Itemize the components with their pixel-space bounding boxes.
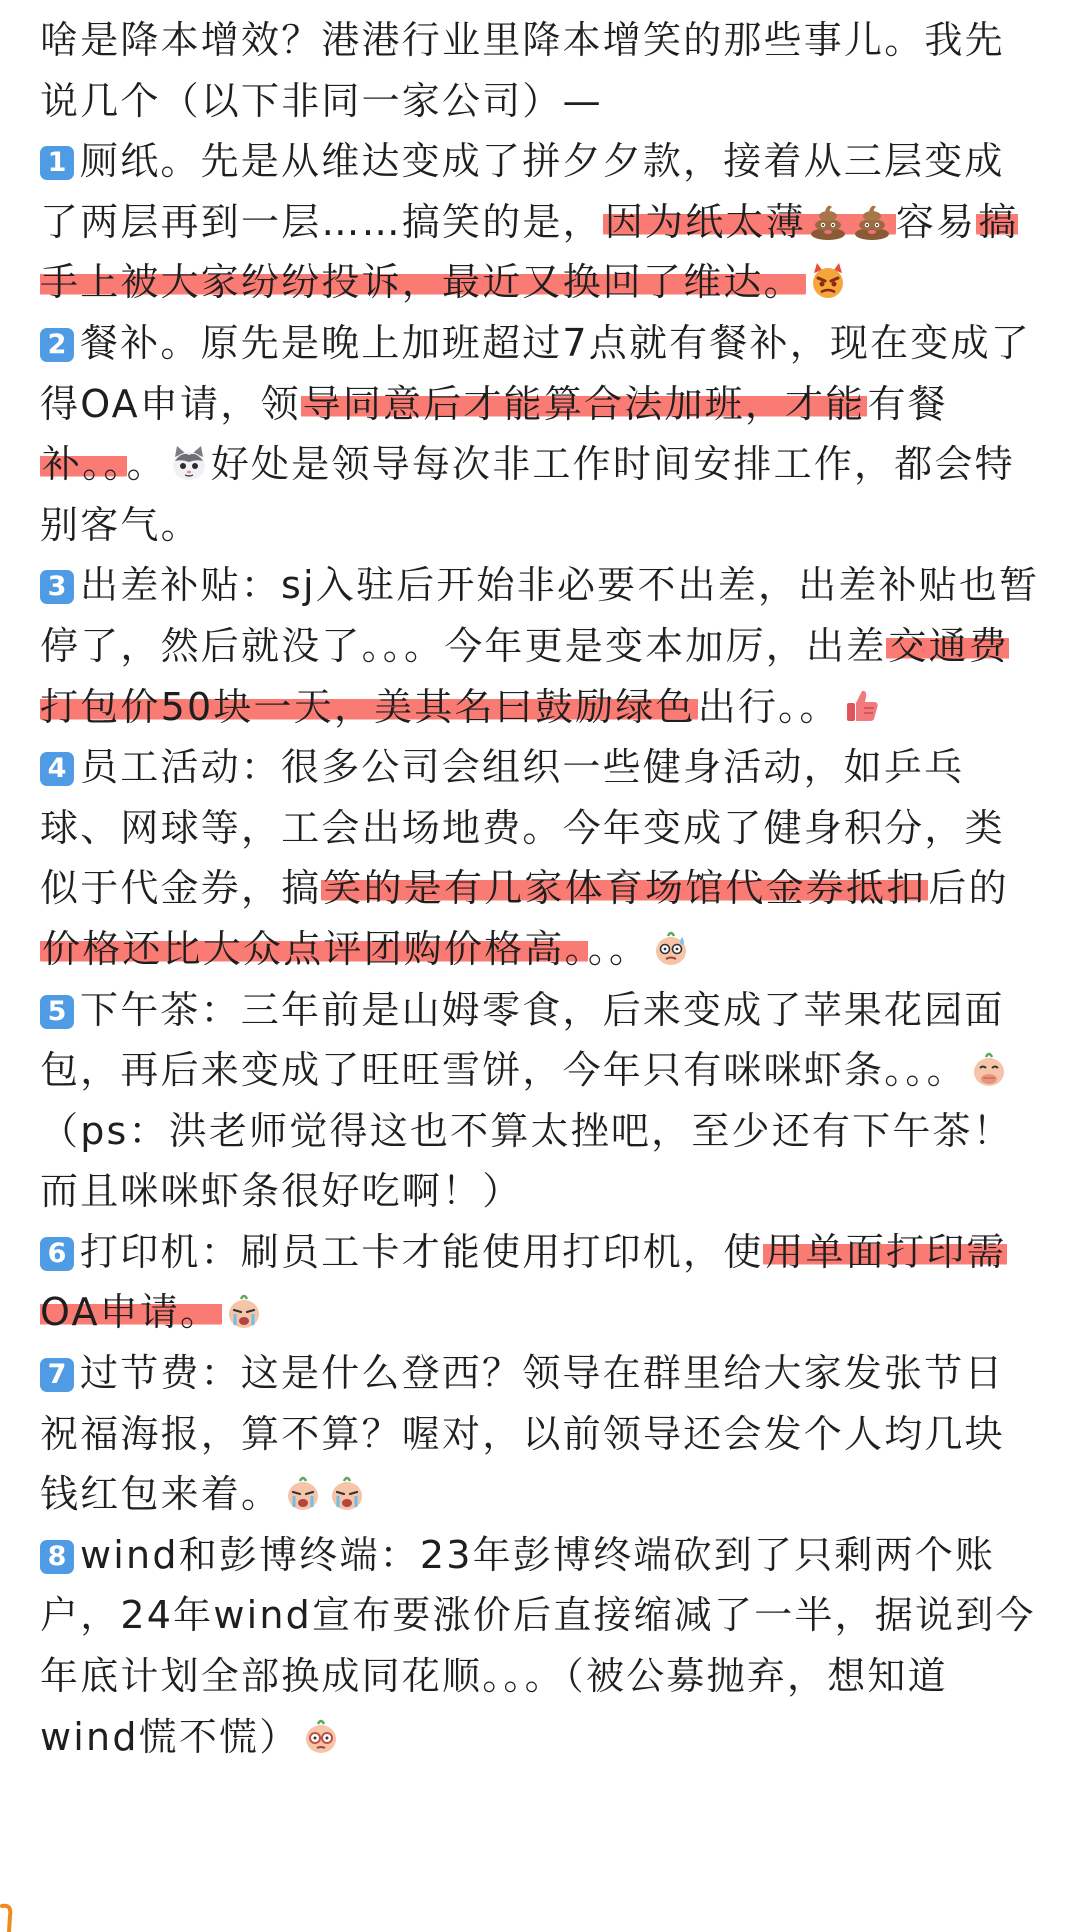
item-6-highlight: 用单面打印需OA申请。 (40, 1229, 1007, 1335)
number-badge-8-icon: 8 (40, 1540, 74, 1574)
item-8-text: wind和彭博终端：23年彭博终端砍到了只剩两个账户，24年wind宣布要涨价后直接缩减了一半，据说到今年底计划全部换成同花顺。。。（被公募抛弃，想知道wind慌不慌） (40, 1532, 1036, 1759)
item-6-text: 打印机：刷员工卡才能使用打印机，使 (80, 1229, 764, 1274)
item-1-highlight-a: 因为纸太薄 (604, 199, 806, 244)
crying-face-icon (327, 1473, 367, 1513)
glasses-face-icon (301, 1716, 341, 1756)
crying-face-icon (224, 1291, 264, 1331)
item-3-text-b: 出行。。 (697, 684, 840, 729)
angry-devil-icon (808, 261, 848, 301)
number-badge-2-icon: 2 (40, 328, 74, 362)
poop-icon (852, 201, 892, 241)
orange-mark-icon (0, 1902, 14, 1932)
number-badge-3-icon: 3 (40, 570, 74, 604)
list-item-5 (40, 980, 1040, 1222)
number-badge-5-icon: 5 (40, 995, 74, 1029)
item-1-text-b: 容易 (895, 199, 977, 244)
item-1-highlight-b: 搞手上被大家纷纷投诉，最近又换回了维达。 (40, 199, 1019, 305)
thumbs-up-icon (842, 686, 882, 726)
item-5-text: 下午茶：三年前是山姆零食，后来变成了苹果花园面包，再后来变成了旺旺雪饼，今年只有咪咪虾条。。。 (40, 987, 1005, 1093)
item-4-text-c: 。。 (587, 926, 650, 971)
number-badge-1-icon: 1 (40, 146, 74, 180)
item-2-text-d: 好处是领导每次非工作时间安排工作，都会特别客气。 (40, 442, 1015, 547)
list-item-3 (40, 555, 1040, 737)
item-5-text-b: （ps：洪老师觉得这也不算太挫吧，至少还有下午茶！而且咪咪虾条很好吃啊！） (40, 1108, 1013, 1214)
item-4-highlight-a: 笑的是有几家体育场馆代金券抵扣 (323, 866, 927, 911)
item-1-text: 厕纸。先是从维达变成了拼夕夕款，接着从三层变成了两层再到一层……搞笑的是， (40, 139, 1005, 244)
list-item-2 (40, 313, 1040, 555)
intro-paragraph: 啥是降本增效？港港行业里降本增笑的那些事儿。我先说几个（以下非同一家公司）— (40, 18, 1005, 123)
item-3-highlight: 交通费打包价50块一天，美其名曰鼓励绿色 (40, 623, 1010, 729)
cover-mouth-icon (969, 1049, 1009, 1089)
list-item-1 (40, 131, 1040, 313)
item-2-highlight-a: 导同意后才能算合法加班，才能 (302, 381, 866, 426)
sweat-face-icon (651, 928, 691, 968)
number-badge-7-icon: 7 (40, 1358, 74, 1392)
list-item-6 (40, 1222, 1040, 1343)
item-4-text: 员工活动：很多公司会组织一些健身活动，如乒乓球、网球等，工会出场地费。今年变成了健身积分，类似于代金券，搞 (40, 745, 1005, 911)
item-4-highlight-b: 价格还比大众点评团购价格高。 (42, 926, 586, 971)
item-7-text: 过节费：这是什么登西？领导在群里给大家发张节日祝福海报，算不算？喔对，以前领导还会发个人均几块钱红包来着。 (40, 1351, 1005, 1517)
item-2-text-b: 有餐 (867, 381, 948, 426)
item-4-text-b: 后的 (928, 866, 1009, 911)
item-2-text: 餐补。原先是晚上加班超过7点就有餐补，现在变成了得OA申请，领 (40, 320, 1031, 426)
poop-icon (808, 201, 848, 241)
cat-icon (169, 443, 209, 483)
crying-face-icon (283, 1473, 323, 1513)
item-2-text-c: 。 (126, 442, 167, 487)
highlight (603, 200, 896, 244)
list-item-7 (40, 1343, 1040, 1525)
number-badge-6-icon: 6 (40, 1237, 74, 1271)
list-item-8 (40, 1525, 1040, 1767)
number-badge-4-icon: 4 (40, 752, 74, 786)
item-3-text: 出差补贴：sj入驻后开始非必要不出差，出差补贴也暂停了，然后就没了。。。今年更是变本加厉，出差 (40, 563, 1040, 668)
item-2-highlight-b: 补。。 (42, 442, 125, 487)
list-item-4 (40, 737, 1040, 979)
